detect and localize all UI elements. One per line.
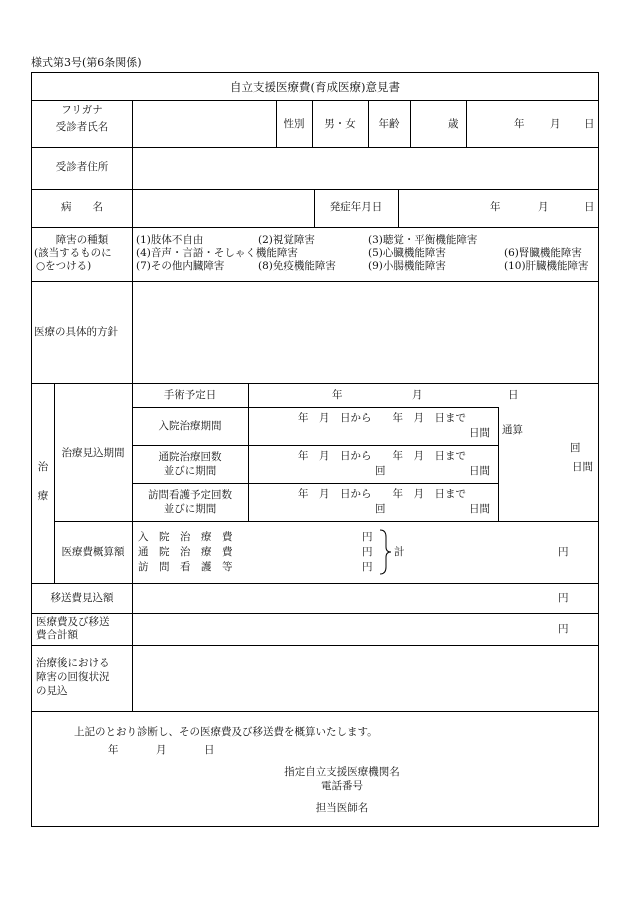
age-label: 年齢 [378,118,400,130]
form-number: 様式第3号(第6条関係) [31,56,142,69]
cost-estimate-label: 医療費概算額 [61,546,125,558]
treatment-policy-label: 医療の具体的方針 [34,326,118,338]
doctor-label: 担当医師名 [315,802,369,814]
visiting-nursing-days: 日間 [469,503,490,515]
cost-item-inpatient: 入 院 治 療 費 [138,531,233,543]
cost-sum-label: 計 [394,546,405,558]
cost-yen: 円 [362,546,373,558]
rule [54,383,55,583]
rule [54,521,598,522]
visiting-nursing-label: 並びに期間 [163,503,217,515]
rule [32,711,598,712]
cost-item-outpatient: 通 院 治 療 費 [138,546,233,558]
disability-option[interactable]: (6)腎臓機能障害 [504,247,582,259]
disability-option[interactable]: (5)心臓機能障害 [368,247,446,259]
total-days: 日間 [572,461,593,473]
disability-option[interactable]: (2)視覚障害 [258,234,315,246]
rule [132,100,133,281]
disability-option[interactable]: (1)肢体不自由 [136,234,204,246]
rule [276,100,277,147]
rule [312,100,313,147]
transport-yen: 円 [558,592,569,604]
treatment-side-label: 治 [37,461,49,473]
outpatient-range: 年 月 日から 年 月 日まで [298,450,466,462]
outpatient-days: 日間 [469,465,490,477]
disability-option[interactable]: (10)肝臓機能障害 [504,260,589,272]
cost-yen: 円 [362,531,373,543]
disability-label: 障害の種類 [55,234,109,246]
rule [498,407,499,521]
sex-options: 男・女 [324,118,356,130]
onset-month: 月 [538,201,549,213]
disability-option[interactable]: (7)その他内臓障害 [136,260,225,272]
rule [132,407,498,408]
recovery-outlook-label: 障害の回復状況 [36,671,110,683]
cost-sum-yen: 円 [558,546,569,558]
onset-day: 日 [584,201,595,213]
surgery-year: 年 [332,389,343,401]
curly-brace-icon [378,529,392,575]
outpatient-count-label: 並びに期間 [163,465,217,477]
disability-option[interactable]: (8)免疫機能障害 [258,260,336,272]
surgery-date-label: 手術予定日 [163,389,217,401]
grand-total-yen: 円 [558,623,569,635]
rule [32,147,598,148]
declaration-day: 日 [204,744,215,756]
birth-day: 日 [584,118,595,130]
rule [32,613,598,614]
treatment-side-label: 療 [37,490,49,502]
visiting-nursing-times: 回 [375,503,386,515]
rule [132,383,133,583]
birth-month: 月 [550,118,561,130]
birth-year: 年 [514,118,525,130]
onset-date-label: 発症年月日 [329,201,383,213]
form-title: 自立支援医療費(育成医療)意見書 [230,80,400,94]
grand-total-label: 費合計額 [36,629,78,641]
total-period-label: 通算 [502,424,523,436]
rule [248,383,249,521]
recovery-outlook-label: 治療後における [36,657,110,669]
address-label: 受診者住所 [55,161,109,173]
phone-label: 電話番号 [321,780,363,792]
rule [32,281,598,282]
rule [32,583,598,584]
declaration-year: 年 [108,744,119,756]
disability-label-note: ○をつける) [36,260,92,272]
inpatient-days: 日間 [469,427,490,439]
transport-cost-label: 移送費見込額 [50,592,114,604]
outpatient-times: 回 [375,465,386,477]
rule [398,189,399,227]
rule [32,383,598,384]
opinion-form [31,72,599,827]
surgery-month: 月 [412,389,423,401]
rule [132,281,133,383]
cost-item-nursing: 訪 問 看 護 等 [138,561,233,573]
rule [132,583,133,711]
rule [32,227,598,228]
furigana-label: フリガナ [61,104,103,116]
total-times: 回 [570,442,581,454]
rule [132,483,498,484]
visiting-nursing-range: 年 月 日から 年 月 日まで [298,488,466,500]
disability-label-note: (該当するものに [34,247,112,259]
rule [314,189,315,227]
rule [132,445,498,446]
disability-option[interactable]: (3)聴覚・平衡機能障害 [368,234,478,246]
declaration-month: 月 [156,744,167,756]
sex-label: 性別 [283,118,305,130]
rule [410,100,411,147]
visiting-nursing-label: 訪問看護予定回数 [148,489,232,501]
age-unit: 歳 [448,118,459,130]
grand-total-label: 医療費及び移送 [36,616,110,628]
treatment-period-label: 治療見込期間 [61,447,125,459]
cost-yen: 円 [362,561,373,573]
inpatient-period-label: 入院治療期間 [158,420,222,432]
outpatient-count-label: 通院治療回数 [158,451,222,463]
onset-year: 年 [490,201,501,213]
disability-option[interactable]: (4)音声・言語・そしゃく機能障害 [136,247,298,259]
rule [32,645,598,646]
surgery-day: 日 [508,389,519,401]
institution-label: 指定自立支援医療機関名 [284,766,400,778]
recovery-outlook-label: の見込 [36,685,68,697]
declaration-text: 上記のとおり診断し、その医療費及び移送費を概算いたします。 [74,726,378,738]
disease-label: 病 名 [61,201,103,213]
rule [466,100,467,147]
rule [32,189,598,190]
rule [368,100,369,147]
disability-option[interactable]: (9)小腸機能障害 [368,260,446,272]
patient-name-label: 受診者氏名 [55,121,109,133]
inpatient-range: 年 月 日から 年 月 日まで [298,412,466,424]
rule [32,100,598,101]
